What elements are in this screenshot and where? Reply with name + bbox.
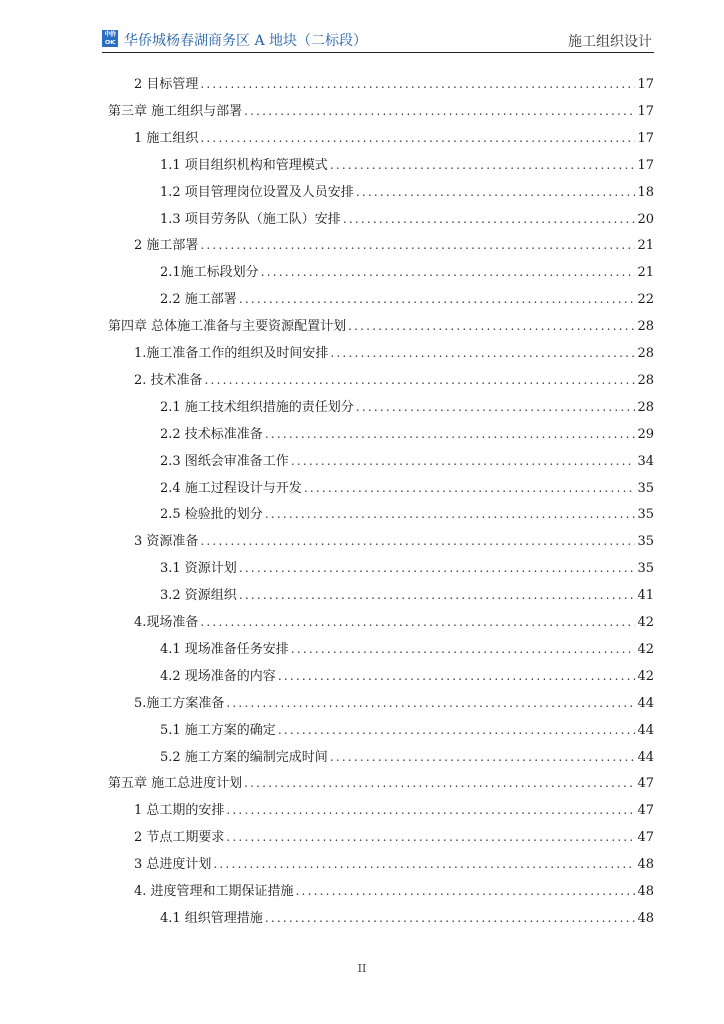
toc-dot-leader	[356, 397, 636, 417]
toc-entry-title: 2.5 检验批的划分	[160, 507, 263, 523]
logo-text-bottom: CHC	[104, 40, 116, 46]
toc-entry-title: 2.1 施工技术组织措施的责任划分	[160, 399, 354, 415]
toc-entry-page: 34	[637, 453, 654, 469]
toc-dot-leader	[348, 316, 635, 336]
toc-dot-leader	[226, 800, 635, 820]
toc-entry[interactable]	[160, 558, 654, 578]
toc-dot-leader	[226, 693, 635, 713]
toc-entry-title: 2.2 技术标准准备	[160, 426, 263, 442]
page-header	[102, 26, 654, 53]
toc-dot-leader	[239, 585, 636, 605]
toc-entry-title: 1.1 项目组织机构和管理模式	[160, 157, 328, 173]
toc-dot-leader	[205, 370, 636, 390]
page-number: II	[357, 962, 367, 975]
toc-entry-page: 48	[637, 857, 654, 873]
toc-entry-page: 21	[637, 265, 654, 281]
logo-text-top: 中侨	[104, 31, 116, 38]
toc-entry-title: 第四章 总体施工准备与主要资源配置计划	[108, 319, 347, 335]
toc-dot-leader	[244, 101, 635, 121]
toc-entry-page: 44	[637, 722, 654, 738]
toc-entry-title: 1.2 项目管理岗位设置及人员安排	[160, 184, 354, 200]
toc-entry[interactable]	[160, 720, 654, 740]
toc-entry-title: 3 资源准备	[134, 534, 199, 550]
toc-entry-page: 21	[637, 238, 654, 254]
toc-entry-page: 44	[637, 695, 654, 711]
toc-entry-page: 41	[637, 588, 654, 604]
toc-entry-page: 17	[637, 157, 654, 173]
toc-entry[interactable]	[160, 424, 654, 444]
toc-entry[interactable]	[134, 881, 654, 901]
toc-entry-title: 1.3 项目劳务队（施工队）安排	[160, 211, 341, 227]
toc-entry[interactable]	[160, 209, 654, 229]
toc-dot-leader	[356, 182, 636, 202]
toc-entry-page: 17	[637, 103, 654, 119]
toc-entry-page: 42	[637, 668, 654, 684]
toc-entry-page: 42	[637, 615, 654, 630]
toc-entry-page: 18	[637, 184, 654, 200]
toc-entry[interactable]	[134, 128, 654, 148]
toc-entry[interactable]	[160, 639, 654, 659]
toc-entry-title: 1.施工准备工作的组织及时间安排	[134, 346, 329, 361]
toc-entry[interactable]	[160, 747, 654, 767]
toc-dot-leader	[265, 424, 636, 444]
toc-entry-page: 20	[637, 211, 654, 227]
toc-dot-leader	[296, 881, 636, 901]
toc-entry-page: 35	[637, 480, 654, 496]
toc-entry[interactable]	[160, 504, 654, 524]
toc-entry-title: 3 总进度计划	[134, 857, 212, 873]
toc-dot-leader	[265, 504, 636, 524]
toc-entry[interactable]	[108, 773, 654, 793]
toc-entry-title: 2.1施工标段划分	[160, 265, 259, 281]
company-logo	[102, 30, 118, 47]
toc-dot-leader	[291, 639, 636, 659]
toc-entry-title: 5.2 施工方案的编制完成时间	[160, 749, 328, 765]
toc-entry-title: 3.1 资源计划	[160, 561, 237, 577]
toc-dot-leader	[261, 262, 636, 282]
toc-entry-page: 35	[637, 561, 654, 577]
toc-entry-page: 48	[637, 884, 654, 899]
toc-entry-page: 28	[637, 319, 654, 335]
toc-entry[interactable]	[134, 693, 654, 713]
toc-entry-page: 22	[637, 292, 654, 308]
toc-entry-title: 5.施工方案准备	[134, 695, 225, 711]
toc-entry-title: 4.1 组织管理措施	[160, 910, 263, 926]
toc-entry-title: 2. 技术准备	[134, 372, 203, 388]
toc-entry[interactable]	[160, 478, 654, 498]
toc-entry[interactable]	[134, 235, 654, 255]
toc-dot-leader	[239, 558, 636, 578]
toc-entry-page: 48	[637, 910, 654, 926]
toc-dot-leader	[200, 128, 635, 148]
toc-entry-page: 28	[637, 399, 654, 415]
toc-entry[interactable]	[160, 289, 654, 309]
toc-entry[interactable]	[160, 585, 654, 605]
toc-entry-title: 4.现场准备	[134, 615, 199, 630]
toc-entry-title: 第三章 施工组织与部署	[108, 103, 243, 119]
toc-entry[interactable]	[134, 827, 654, 847]
toc-entry-title: 2 节点工期要求	[134, 830, 225, 846]
toc-entry-title: 4.1 现场准备任务安排	[160, 641, 289, 657]
toc-dot-leader	[200, 74, 635, 94]
toc-entry-title: 3.2 资源组织	[160, 588, 237, 604]
toc-entry[interactable]	[134, 343, 654, 363]
toc-dot-leader	[343, 209, 636, 229]
toc-entry[interactable]	[160, 155, 654, 175]
toc-dot-leader	[330, 747, 636, 767]
toc-dot-leader	[278, 720, 636, 740]
toc-entry[interactable]	[134, 854, 654, 874]
toc-dot-leader	[244, 773, 635, 793]
toc-entry[interactable]	[160, 451, 654, 471]
project-title: 华侨城杨春湖商务区 A 地块（二标段）	[124, 33, 368, 49]
toc-dot-leader	[304, 478, 636, 498]
toc-entry-title: 4.2 现场准备的内容	[160, 668, 276, 684]
toc-dot-leader	[291, 451, 636, 471]
toc-dot-leader	[330, 155, 636, 175]
toc-entry-title: 2.3 图纸会审准备工作	[160, 453, 289, 469]
toc-entry-page: 47	[637, 803, 654, 819]
toc-entry[interactable]	[134, 370, 654, 390]
toc-entry-title: 2.4 施工过程设计与开发	[160, 480, 302, 496]
toc-entry-page: 47	[637, 776, 654, 792]
toc-entry[interactable]	[160, 262, 654, 282]
toc-dot-leader	[213, 854, 635, 874]
toc-dot-leader	[278, 666, 636, 686]
toc-entry[interactable]	[134, 74, 654, 94]
toc-entry-title: 1 总工期的安排	[134, 803, 225, 819]
toc-dot-leader	[265, 908, 636, 928]
toc-entry[interactable]	[134, 800, 654, 820]
toc-entry-page: 28	[637, 372, 654, 388]
toc-entry[interactable]	[160, 397, 654, 417]
toc-entry-page: 42	[637, 641, 654, 657]
document-title: 施工组织设计	[568, 34, 652, 50]
toc-entry-title: 2 目标管理	[134, 77, 199, 92]
toc-entry-page: 35	[637, 507, 654, 523]
toc-entry-title: 4. 进度管理和工期保证措施	[134, 884, 294, 899]
toc-entry[interactable]	[160, 182, 654, 202]
toc-entry-title: 2.2 施工部署	[160, 292, 237, 308]
toc-entry-page: 44	[637, 749, 654, 765]
toc-dot-leader	[200, 235, 635, 255]
toc-dot-leader	[200, 612, 635, 632]
toc-dot-leader	[239, 289, 636, 309]
toc-entry-page: 47	[637, 830, 654, 846]
toc-dot-leader	[200, 531, 635, 551]
toc-entry-page: 35	[637, 534, 654, 550]
toc-entry-title: 1 施工组织	[134, 130, 199, 146]
toc-dot-leader	[226, 827, 635, 847]
toc-entry[interactable]	[108, 101, 654, 121]
toc-entry-page: 29	[637, 426, 654, 442]
toc-entry-page: 28	[637, 346, 654, 361]
toc-entry-page: 17	[637, 77, 654, 92]
toc-dot-leader	[330, 343, 635, 363]
toc-entry[interactable]	[160, 908, 654, 928]
toc-entry-title: 第五章 施工总进度计划	[108, 776, 243, 792]
toc-entry[interactable]	[108, 316, 654, 336]
toc-entry-page: 17	[637, 130, 654, 146]
toc-entry-title: 2 施工部署	[134, 238, 199, 254]
toc-entry[interactable]	[134, 612, 654, 632]
toc-entry-title: 5.1 施工方案的确定	[160, 722, 276, 738]
toc-entry[interactable]	[160, 666, 654, 686]
toc-entry[interactable]	[134, 531, 654, 551]
